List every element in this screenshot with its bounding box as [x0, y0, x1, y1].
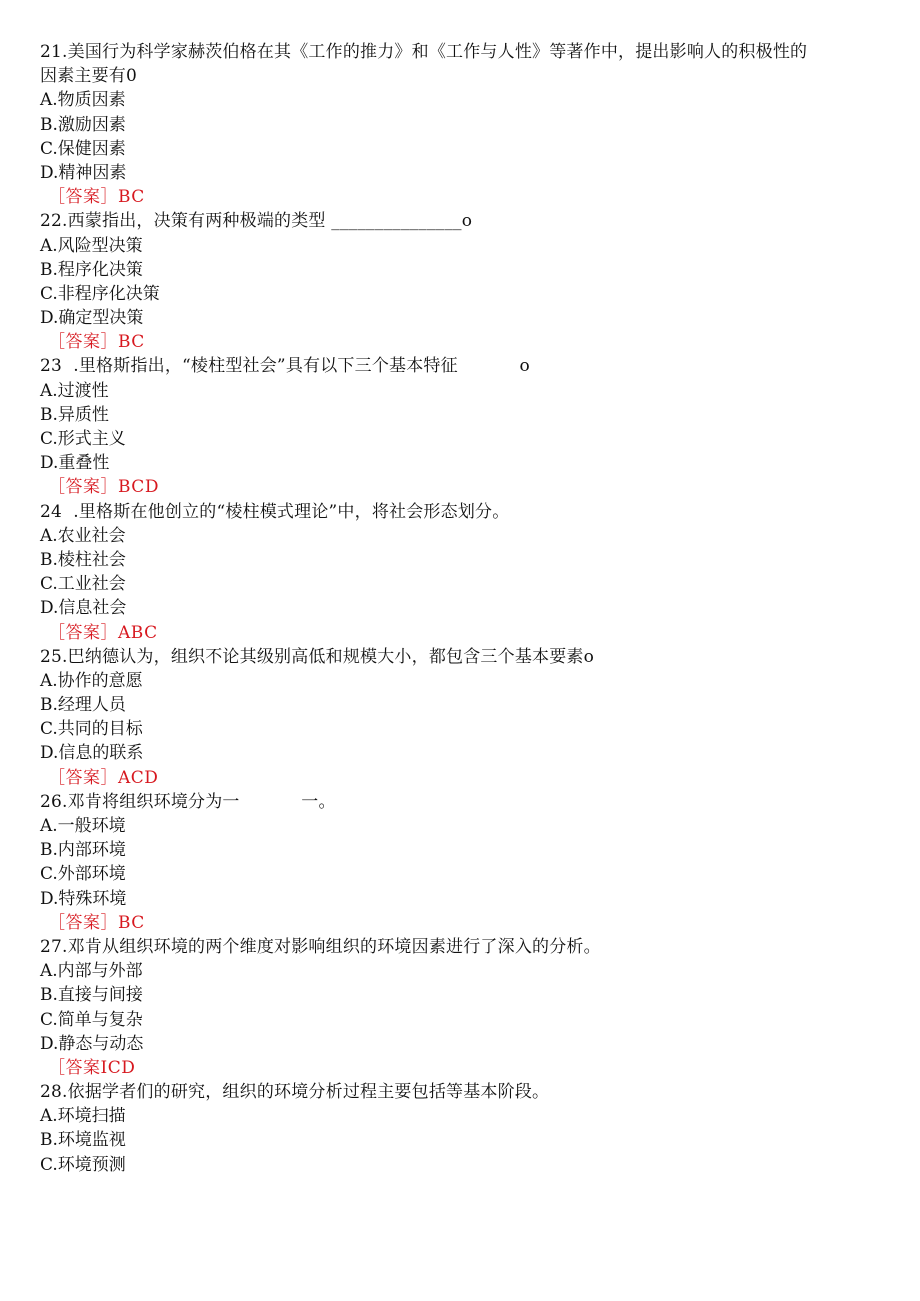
question-block	[40, 790, 880, 935]
question-text: 23 .里格斯指出，“棱柱型社会”具有以下三个基本特征 o	[40, 356, 530, 377]
answer-key: ［答案］ACD	[48, 767, 159, 788]
option-c: C.形式主义	[40, 429, 126, 449]
option-a: A.一般环境	[40, 816, 126, 836]
option-d: D.静态与动态	[40, 1033, 144, 1054]
option-c: C.外部环境	[40, 864, 126, 885]
option-b: B.程序化决策	[40, 259, 143, 280]
answer-key: ［答案］BCD	[48, 477, 159, 498]
question-block	[40, 500, 880, 645]
option-a: A.物质因素	[40, 90, 126, 111]
document-page	[40, 40, 880, 1177]
option-c: C.工业社会	[40, 574, 126, 595]
question-block	[40, 935, 880, 1080]
question-text: 24 .里格斯在他创立的“棱柱模式理论”中，将社会形态划分。	[40, 501, 510, 522]
question-text: 26.邓肯将组织环境分为一 一。	[40, 791, 336, 812]
question-block	[40, 209, 880, 354]
option-d: D.信息的联系	[40, 743, 144, 764]
option-c: C.共同的目标	[40, 719, 143, 740]
option-b: B.经理人员	[40, 695, 126, 716]
answer-key: ［答案ICD	[48, 1057, 136, 1078]
option-a: A.农业社会	[40, 525, 126, 546]
option-c: C.简单与复杂	[40, 1009, 143, 1030]
question-text: 27.邓肯从组织环境的两个维度对影响组织的环境因素进行了深入的分析。	[40, 936, 601, 957]
option-d: D.确定型决策	[40, 308, 144, 329]
option-a: A.风险型决策	[40, 235, 143, 256]
option-b: B.异质性	[40, 404, 109, 425]
answer-key: ［答案］ABC	[48, 622, 158, 643]
option-c: C.环境预测	[40, 1154, 126, 1175]
option-d: D.特殊环境	[40, 888, 127, 909]
option-c: C.非程序化决策	[40, 283, 160, 304]
option-b: B.激励因素	[40, 114, 126, 135]
question-text: 28.依据学者们的研究，组织的环境分析过程主要包括等基本阶段。	[40, 1082, 550, 1103]
option-a: A.内部与外部	[40, 961, 143, 982]
answer-key: ［答案］BC	[48, 912, 145, 933]
option-a: A.过渡性	[40, 380, 109, 401]
question-block	[40, 354, 880, 499]
option-c: C.保健因素	[40, 138, 126, 159]
question-text: 因素主要有0	[40, 66, 138, 87]
option-a: A.环境扫描	[40, 1106, 126, 1127]
question-text: 22.西蒙指出，决策有两种极端的类型 _______________o	[40, 211, 473, 232]
question-block	[40, 645, 880, 790]
option-d: D.信息社会	[40, 598, 127, 619]
option-b: B.棱柱社会	[40, 549, 126, 570]
option-b: B.直接与间接	[40, 985, 143, 1006]
question-text: 21.美国行为科学家赫茨伯格在其《工作的推力》和《工作与人性》等著作中，提出影响人的积极性的	[40, 42, 808, 62]
question-block	[40, 40, 880, 209]
answer-key: ［答案］BC	[48, 187, 145, 208]
option-a: A.协作的意愿	[40, 670, 143, 691]
question-text: 25.巴纳德认为，组织不论其级别高低和规模大小，都包含三个基本要素o	[40, 646, 595, 667]
question-block	[40, 1080, 880, 1177]
option-b: B.环境监视	[40, 1130, 126, 1151]
answer-key: ［答案］BC	[48, 332, 145, 353]
option-d: D.精神因素	[40, 162, 127, 183]
option-d: D.重叠性	[40, 453, 110, 474]
option-b: B.内部环境	[40, 840, 126, 861]
